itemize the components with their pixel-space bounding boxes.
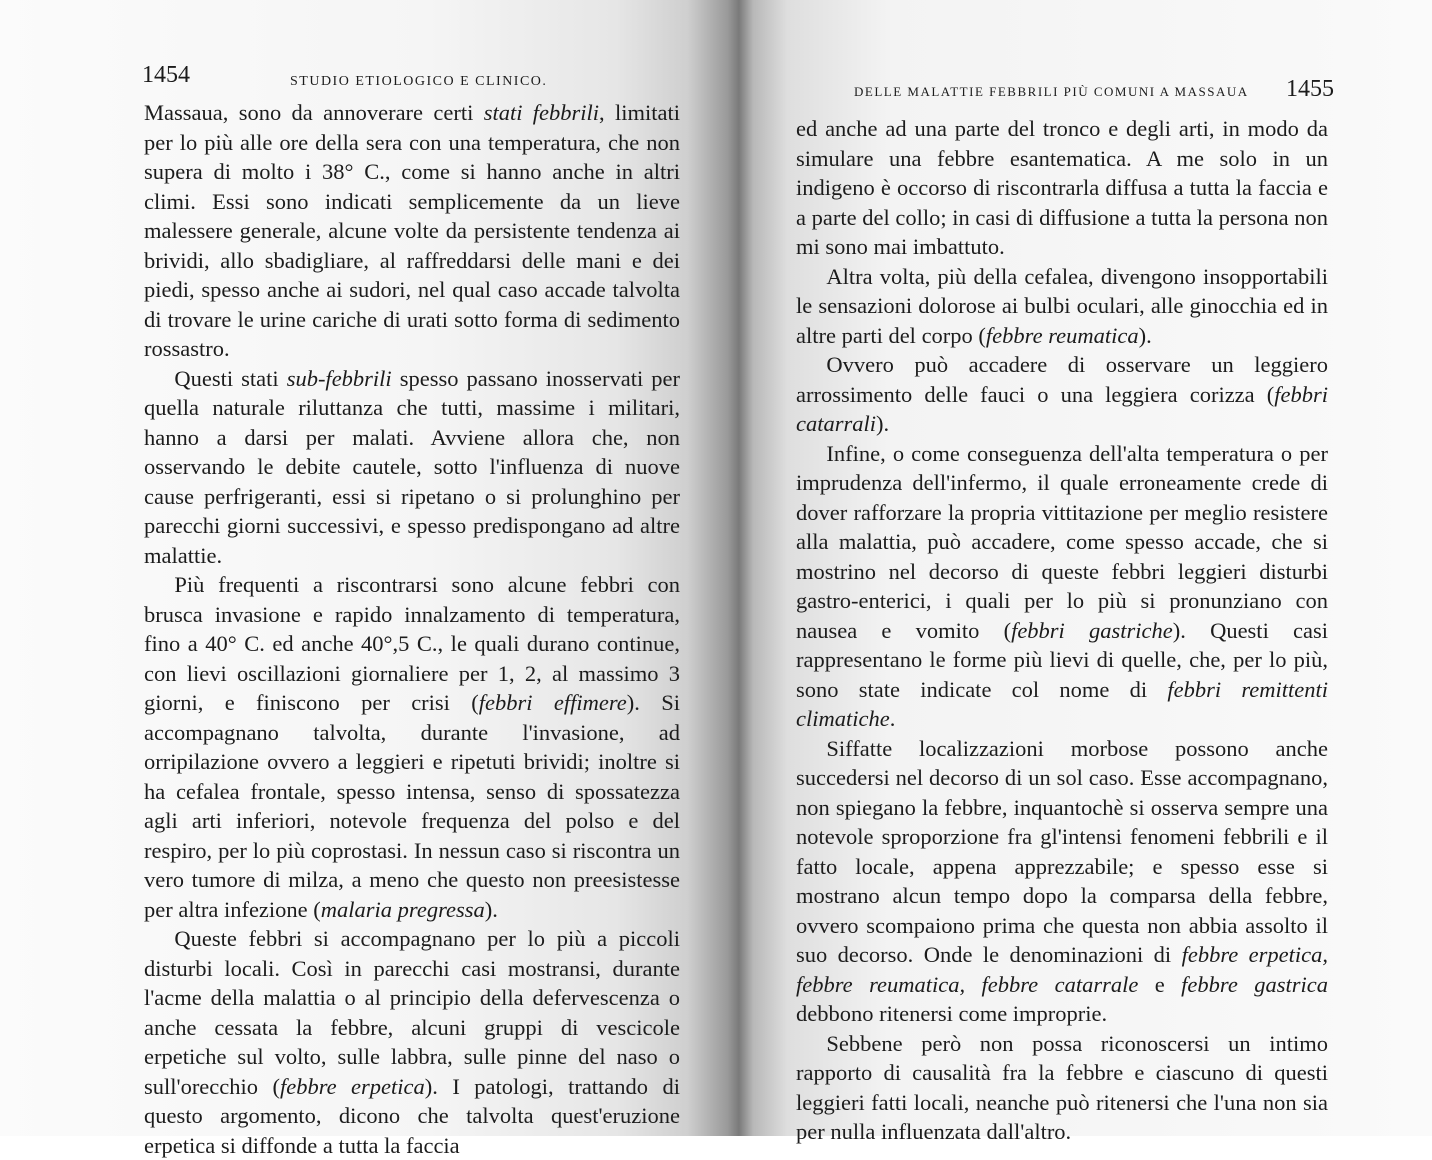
left-page-header xyxy=(120,62,690,102)
right-page-header xyxy=(788,68,1334,102)
paragraph: Infine, o come conseguenza dell'alta temperatura o per imprudenza dell'infermo, il quale erroneamente crede di dover rafforzare la propria vittitazione per meglio resistere alla malattia, può accadere, come spesso accade, che si mostrino nel decorso di queste febbri leggieri disturbi gastro-enterici, i quali per lo più si pronunziano con nausea e vomito (febbri gastriche). Questi casi rappresentano le forme più lievi di quelle, che, per lo più, sono state indicate col nome di febbri remittenti climatiche. xyxy=(796,440,1328,731)
left-page xyxy=(120,0,690,1158)
paragraph: Più frequenti a riscontrarsi sono alcune febbri con brusca invasione e rapido innalzamento di temperatura, fino a 40° C. ed anche 40°,5 C., le quali durano continue, con lievi oscillazioni giornaliere per 1, 2, al massimo 3 giorni, e finiscono per crisi (febbri effimere). Si accompagnano talvolta, durante l'invasione, ad orripilazione ovvero a leggieri e ripetuti brividi; inoltre si ha cefalea frontale, spesso intensa, senso di spossatezza agli arti inferiori, notevole frequenza del polso e del respiro, per lo più coprostasi. In nessun caso si riscontra un vero tumore di milza, a meno che questo non preesistesse per altra infezione (malaria pregressa). xyxy=(144,572,680,922)
paragraph: Altra volta, più della cefalea, divengono insopportabili le sensazioni dolorose ai bulbi oculari, alle ginocchia ed in altre parti del corpo (febbre reumatica). xyxy=(796,263,1328,348)
right-page xyxy=(788,0,1334,1144)
paragraph: ed anche ad una parte del tronco e degli arti, in modo da simulare una febbre esantematica. A me solo in un indigeno è occorso di riscontrarla diffusa a tutta la faccia e a parte del collo; in casi di diffusione a tutta la persona non mi sono mai imbattuto. xyxy=(796,116,1328,259)
paragraph: Questi stati sub-febbrili spesso passano inosservati per quella naturale riluttanza che tutti, massime i militari, hanno a darsi per malati. Avviene allora che, non osservando le debite cautele, sotto l'influenza di nuove cause perfrigeranti, essi si ripetano o si prolunghino per parecchi giorni successivi, e spesso predispongano ad altre malattie. xyxy=(144,365,681,568)
running-head-left: STUDIO ETIOLOGICO E CLINICO. xyxy=(290,74,548,89)
page-number-left: 1454 xyxy=(142,62,190,88)
paragraph: Siffatte localizzazioni morbose possono anche succedersi nel decorso di un sol caso. Esse accompagnano, non spiegano la febbre, inquantochè si osserva sempre una notevole sproporzione fra gl'intensi fenomeni febbrili e il fatto locale, appena apprezzabile; e spesso esse si mostrano alcun tempo dopo la comparsa della febbre, ovvero scompaiono prima che questa non abbia assolto il suo decorso. Onde le denominazioni di febbre erpetica, febbre reumatica, febbre catarrale e febbre gastrica debbono ritenersi come improprie. xyxy=(796,735,1328,1026)
running-head-right: DELLE MALATTIE FEBBRILI PIÙ COMUNI A MASSAUA xyxy=(854,84,1249,99)
paragraph: Massaua, sono da annoverare certi stati febbrili, limitati per lo più alle ore della sera con una temperatura, che non supera di molto i 38° C., come si hanno anche in altri climi. Essi sono indicati semplicemente da un lieve malessere generale, alcune volte da persistente tendenza ai brividi, allo sbadigliare, al raffreddarsi delle mani e dei piedi, spesso anche ai sudori, nel qual caso accade talvolta di trovare le urine cariche di urati sotto forma di sedimento rossastro. xyxy=(144,100,681,361)
left-page-body xyxy=(144,98,680,1160)
paragraph: Queste febbri si accompagnano per lo più a piccoli disturbi locali. Così in parecchi casi mostransi, durante l'acme della malattia o al principio della defervescenza o anche cessata la febbre, alcuni gruppi di vescicole erpetiche sul volto, sulle labbra, sulle pinne del naso o sull'orecchio (febbre erpetica). I patologi, trattando di questo argomento, dicono che talvolta quest'eruzione erpetica si diffonde a tutta la faccia xyxy=(144,926,680,1158)
paragraph: Sebbene però non possa riconoscersi un intimo rapporto di causalità fra la febbre e ciascuno di questi leggieri fatti locali, neanche può ritenersi che l'una non sia per nulla influenzata dall'altro. xyxy=(796,1030,1328,1144)
paragraph: Ovvero può accadere di osservare un leggiero arrossimento delle fauci o una leggiera corizza (febbri catarrali). xyxy=(796,352,1328,436)
right-page-body xyxy=(796,114,1328,1147)
page-number-right: 1455 xyxy=(1286,76,1334,102)
